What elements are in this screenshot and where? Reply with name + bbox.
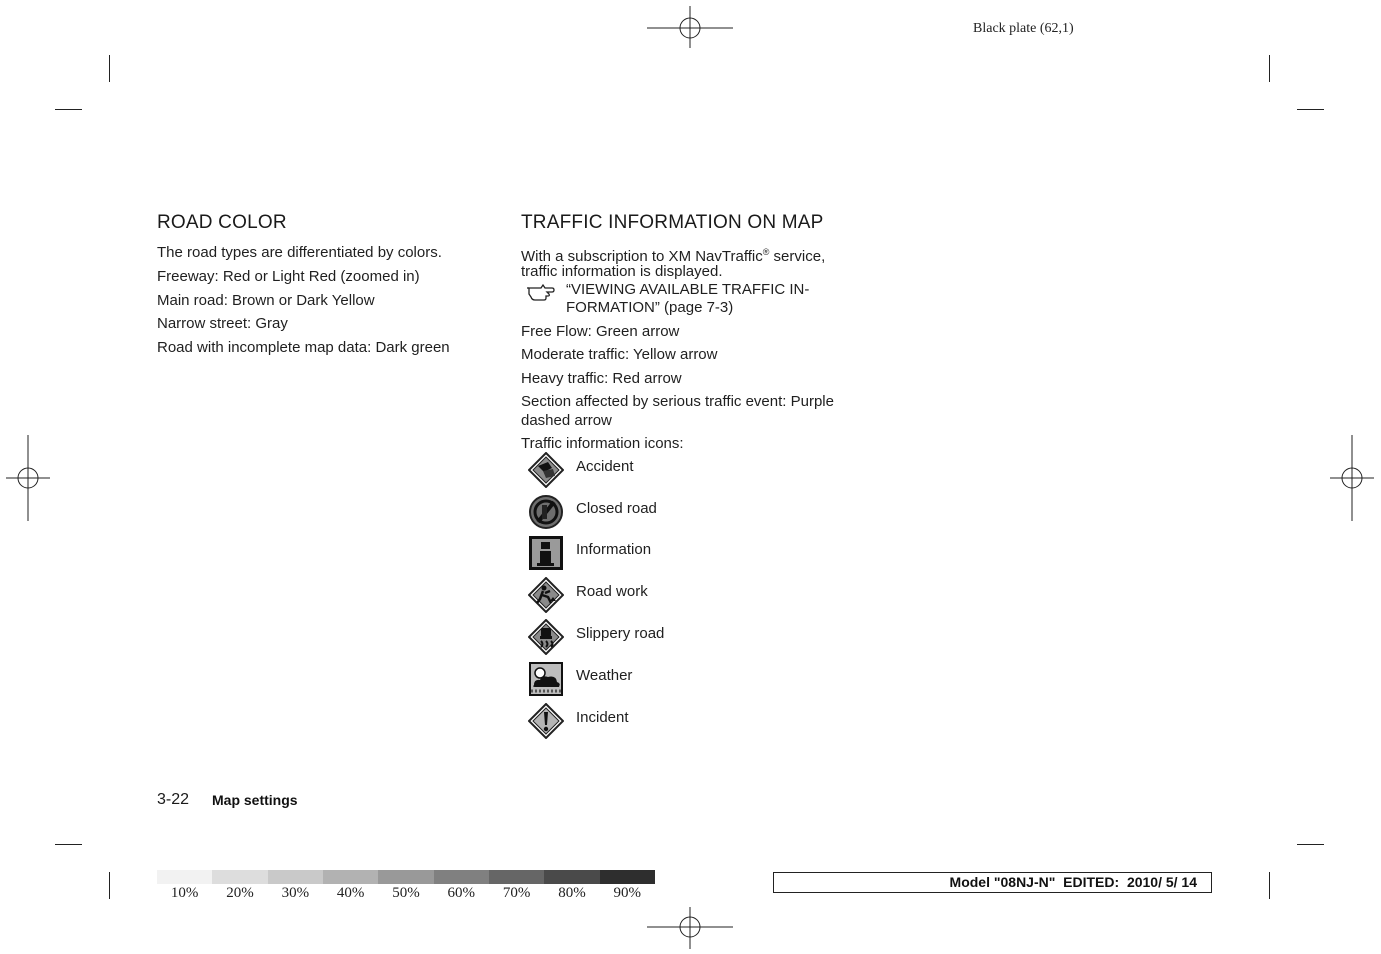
traffic-icon-row bbox=[528, 577, 848, 613]
cross-reference-link[interactable]: FORMATION” (page 7-3) bbox=[566, 299, 734, 316]
gray-cell bbox=[600, 870, 655, 884]
weather-icon bbox=[528, 661, 564, 697]
model-edit-box bbox=[773, 872, 1212, 893]
traffic-icon-row bbox=[528, 619, 848, 655]
gray-cell bbox=[268, 870, 323, 884]
icon-label: Weather bbox=[576, 667, 633, 684]
traffic-icon-row bbox=[528, 494, 848, 530]
icon-label: Closed road bbox=[576, 500, 657, 517]
traffic-legend-line: Moderate traffic: Yellow arrow bbox=[521, 346, 718, 363]
intro-text: With a subscription to XM NavTraffic bbox=[521, 248, 763, 265]
gray-scale-label: 20% bbox=[226, 885, 254, 901]
traffic-icon-row bbox=[528, 661, 848, 697]
gray-scale-label: 70% bbox=[502, 885, 531, 901]
road-color-paragraph: Main road: Brown or Dark Yellow bbox=[157, 292, 375, 309]
intro-text-tail: service, bbox=[769, 248, 826, 265]
traffic-legend-line: Section affected by serious traffic event: Purple bbox=[521, 393, 834, 410]
icon-label: Accident bbox=[576, 458, 634, 475]
icon-label: Incident bbox=[576, 709, 629, 726]
registration-mark-icon bbox=[645, 905, 735, 951]
accident-icon bbox=[528, 452, 564, 488]
gray-cell bbox=[378, 870, 433, 884]
gray-scale-label: 60% bbox=[447, 885, 476, 901]
traffic-legend-line: Free Flow: Green arrow bbox=[521, 323, 680, 340]
slippery-road-icon bbox=[528, 619, 564, 655]
gray-scale-bar bbox=[157, 870, 655, 884]
gray-scale-label: 80% bbox=[558, 885, 586, 901]
gray-scale-label: 50% bbox=[392, 885, 420, 901]
gray-scale-label: 10% bbox=[170, 885, 199, 901]
road-color-paragraph: The road types are differentiated by colors. bbox=[157, 244, 442, 261]
information-icon bbox=[528, 535, 564, 571]
model-edit-text: Model "08NJ-N" EDITED: 2010/ 5/ 14 bbox=[949, 874, 1197, 890]
road-color-paragraph: Narrow street: Gray bbox=[157, 315, 288, 332]
road-color-paragraph: Freeway: Red or Light Red (zoomed in) bbox=[157, 268, 420, 285]
page-section-title: Map settings bbox=[212, 792, 298, 808]
registration-mark-icon bbox=[645, 4, 735, 50]
cross-reference-link[interactable]: “VIEWING AVAILABLE TRAFFIC IN- bbox=[566, 281, 810, 298]
plate-label: Black plate (62,1) bbox=[973, 21, 1074, 36]
gray-scale-labels bbox=[157, 885, 655, 903]
pointing-hand-icon bbox=[527, 282, 555, 302]
gray-cell bbox=[157, 870, 212, 884]
traffic-icon-row bbox=[528, 452, 848, 488]
traffic-intro-line: traffic information is displayed. bbox=[521, 263, 723, 280]
page-number: 3-22 bbox=[157, 791, 190, 808]
gray-scale-label: 30% bbox=[281, 885, 310, 901]
incident-icon bbox=[528, 703, 564, 739]
registration-mark-icon bbox=[1328, 433, 1376, 523]
gray-cell bbox=[544, 870, 599, 884]
traffic-icon-row bbox=[528, 535, 848, 571]
traffic-legend-line: dashed arrow bbox=[521, 412, 612, 429]
closed-road-icon bbox=[528, 494, 564, 530]
road-color-paragraph: Road with incomplete map data: Dark green bbox=[157, 339, 450, 356]
gray-scale-label: 90% bbox=[613, 885, 642, 901]
traffic-legend-line: Heavy traffic: Red arrow bbox=[521, 370, 682, 387]
gray-cell bbox=[489, 870, 544, 884]
icon-label: Information bbox=[576, 541, 652, 558]
road-color-title: ROAD COLOR bbox=[157, 212, 287, 233]
road-work-icon bbox=[528, 577, 564, 613]
gray-cell bbox=[212, 870, 267, 884]
gray-cell bbox=[323, 870, 378, 884]
traffic-legend-line: Traffic information icons: bbox=[521, 435, 684, 452]
gray-scale-label: 40% bbox=[336, 885, 365, 901]
traffic-info-title: TRAFFIC INFORMATION ON MAP bbox=[521, 212, 824, 233]
registered-mark: ® bbox=[762, 247, 770, 257]
icon-label: Slippery road bbox=[576, 625, 665, 642]
icon-label: Road work bbox=[576, 583, 648, 600]
registration-mark-icon bbox=[4, 433, 52, 523]
traffic-icon-row bbox=[528, 703, 848, 739]
gray-cell bbox=[434, 870, 489, 884]
